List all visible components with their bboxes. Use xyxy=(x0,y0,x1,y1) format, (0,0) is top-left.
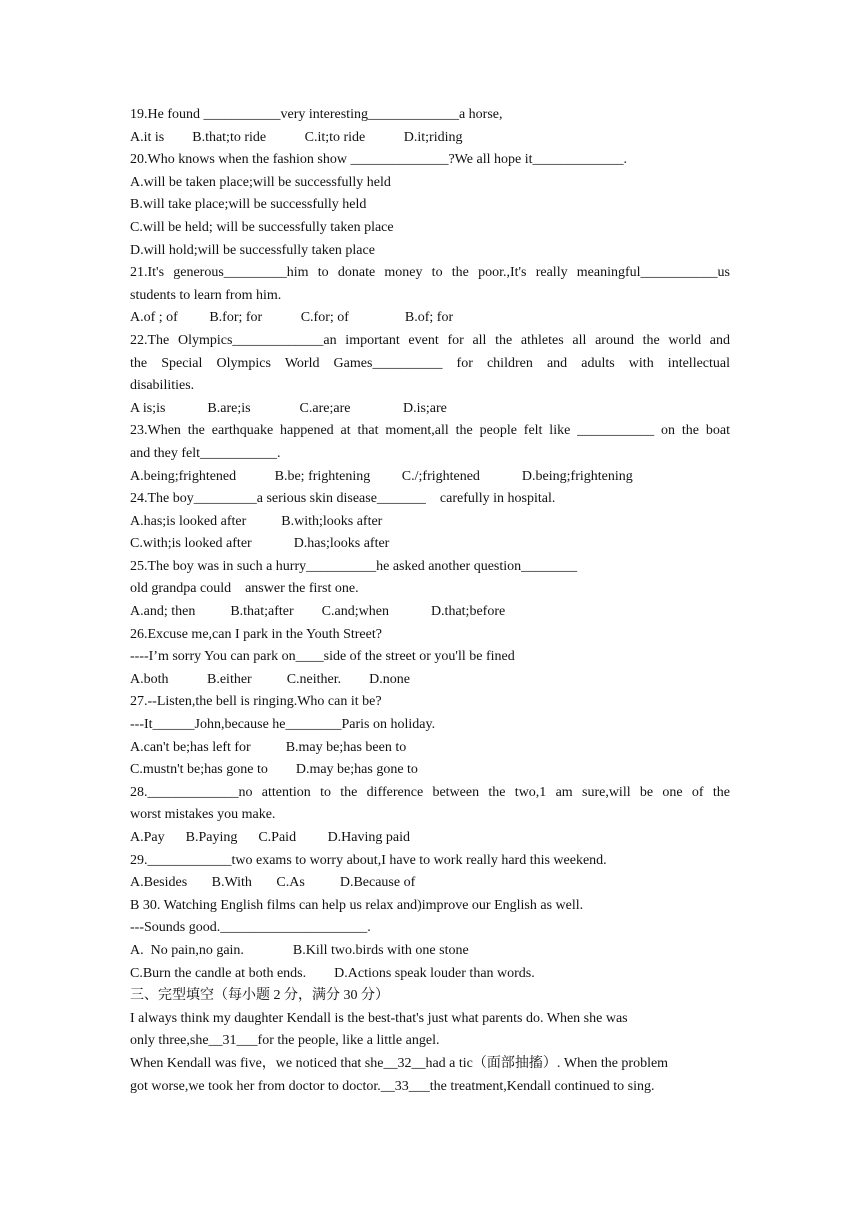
exam-content xyxy=(130,104,730,1098)
text-line: students to learn from him. xyxy=(130,287,282,303)
text-line: ---Sounds good._____________________. xyxy=(130,920,371,936)
section-heading: 三、完型填空（每小题 2 分，满分 30 分） xyxy=(130,988,389,1004)
text-line: A is;is B.are;is C.are;are D.is;are xyxy=(130,400,447,416)
text-line: got worse,we took her from doctor to doctor.__33___the treatment,Kendall continued to sing. xyxy=(130,1078,655,1094)
text-line: only three,she__31___for the people, like a little angel. xyxy=(130,1033,440,1049)
text-line: C.mustn't be;has gone to D.may be;has gone to xyxy=(130,762,418,778)
text-line: 29.____________two exams to worry about,I have to work really hard this weekend. xyxy=(130,852,607,868)
text-line: A.being;frightened B.be; frightening C./;frightened D.being;frightening xyxy=(130,468,633,484)
text-line: the Special Olympics World Games__________ for children and adults with intellectual xyxy=(130,355,730,371)
text-line: 22.The Olympics_____________an important event for all the athletes all around the world and xyxy=(130,332,730,348)
text-line: 19.He found ___________very interesting_____________a horse, xyxy=(130,107,503,122)
text-line: disabilities. xyxy=(130,378,195,394)
text-line: 26.Excuse me,can I park in the Youth Street? xyxy=(130,626,382,642)
text-line: A.and; then B.that;after C.and;when D.that;before xyxy=(130,604,506,620)
text-line: 20.Who knows when the fashion show ______________?We all hope it_____________. xyxy=(130,152,627,168)
text-line: A.can't be;has left for B.may be;has been to xyxy=(130,739,407,755)
text-line: D.will hold;will be successfully taken place xyxy=(130,242,375,258)
text-line: A.has;is looked after B.with;looks after xyxy=(130,513,383,529)
text-line: A.will be taken place;will be successfully held xyxy=(130,174,391,190)
text-line: B.will take place;will be successfully held xyxy=(130,197,367,213)
text-line: ---It______John,because he________Paris on holiday. xyxy=(130,717,436,733)
text-line: A.Besides B.With C.As D.Because of xyxy=(130,875,416,891)
text-line: When Kendall was five，we noticed that she__32__had a tic（面部抽搐）. When the problem xyxy=(130,1055,669,1071)
text-line: 24.The boy_________a serious skin disease_______ carefully in hospital. xyxy=(130,491,556,507)
text-line: and they felt___________. xyxy=(130,445,281,461)
text-line: 27.--Listen,the bell is ringing.Who can it be? xyxy=(130,694,382,710)
text-line: I always think my daughter Kendall is the best-that's just what parents do. When she was xyxy=(130,1010,628,1026)
text-line: C.will be held; will be successfully taken place xyxy=(130,219,394,235)
text-line: A. No pain,no gain. B.Kill two.birds with one stone xyxy=(130,942,469,958)
text-line: A.of ; of B.for; for C.for; of B.of; for xyxy=(130,310,454,326)
text-line: worst mistakes you make. xyxy=(130,807,276,823)
text-line: A.it is B.that;to ride C.it;to ride D.it;riding xyxy=(130,129,463,145)
text-line: 28._____________no attention to the difference between the two,1 am sure,will be one of the xyxy=(130,784,730,800)
text-line: B 30. Watching English films can help us relax and)improve our English as well. xyxy=(130,897,584,913)
text-line: 21.It's generous_________him to donate money to the poor.,It's really meaningful___________us xyxy=(130,265,730,281)
text-line: ----I’m sorry You can park on____side of the street or you'll be fined xyxy=(130,649,515,665)
text-line: old grandpa could answer the first one. xyxy=(130,581,359,597)
text-line: A.Pay B.Paying C.Paid D.Having paid xyxy=(130,830,410,845)
text-line: 25.The boy was in such a hurry__________he asked another question________ xyxy=(130,558,578,574)
text-line: C.Burn the candle at both ends. D.Actions speak louder than words. xyxy=(130,965,535,981)
text-line: 23.When the earthquake happened at that moment,all the people felt like ___________ on the boat xyxy=(130,423,730,439)
text-line: C.with;is looked after D.has;looks after xyxy=(130,536,390,552)
text-line: A.both B.either C.neither. D.none xyxy=(130,671,410,687)
